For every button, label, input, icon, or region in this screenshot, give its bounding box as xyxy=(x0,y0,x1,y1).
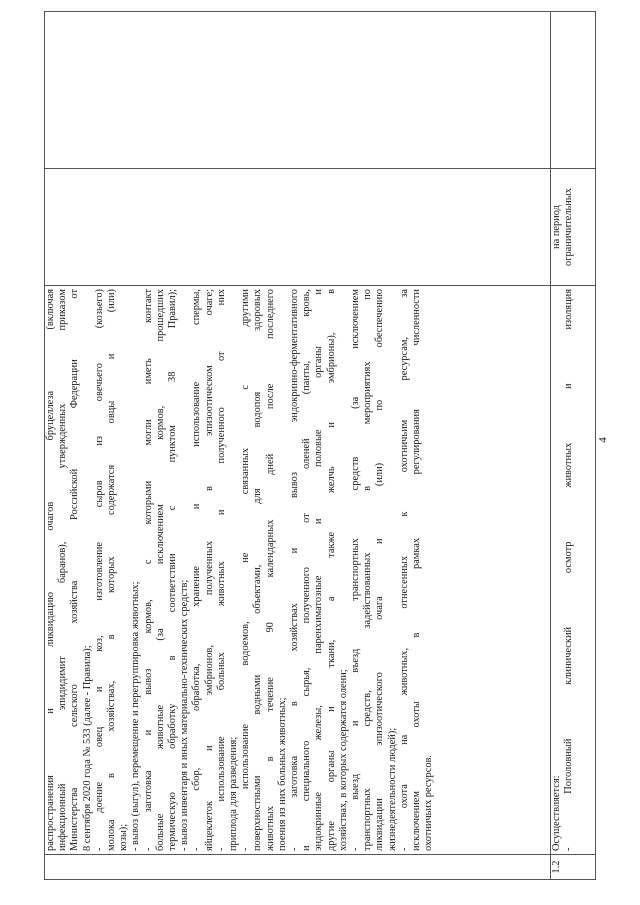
text-line: яйцеклеток и эмбрионов, полученных в эпизоотическом очаге; xyxy=(203,289,215,851)
period-line: ограничительных xyxy=(563,188,575,266)
text-line: приплода для разведения; xyxy=(228,736,240,851)
rotated-sheet xyxy=(44,20,604,880)
text-line: - доение овец и коз, изготовление сыров из овечьего (козьего) xyxy=(93,289,105,851)
empty-cell xyxy=(45,12,551,169)
text-line: жизнедеятельности людей); xyxy=(386,727,398,851)
text-line: 8 сентября 2020 года № 533 (далее - Правила); xyxy=(81,645,93,851)
row-number-cell: 1.2 xyxy=(551,855,596,880)
text-line: - сбор, обработка, хранение и использование спермы, xyxy=(191,289,203,851)
text-line: поения из них больных животных; xyxy=(276,697,288,851)
text-line: ликвидации эпизоотического очага и (или) по обеспечению xyxy=(374,289,386,851)
period-cell xyxy=(551,169,596,286)
text-line: распространения и ликвидацию очагов бруцеллеза (включая xyxy=(45,289,56,851)
page-number: 4 xyxy=(596,437,609,443)
text-line: Осуществляется: xyxy=(551,775,562,851)
empty-cell xyxy=(551,12,596,169)
measures-text-cell xyxy=(551,286,596,855)
text-line: - использование водоемов, не связанных с другими xyxy=(240,289,252,851)
period-cell xyxy=(45,169,551,286)
text-line: - охота на животных, отнесенных к охотничьим ресурсам, за xyxy=(398,289,410,851)
text-line: инфекционный эпидидимит баранов), утвержденных приказом xyxy=(57,289,69,851)
text-line: - вывоз (выгул), перемещение и перегруппировка животных; xyxy=(130,581,142,851)
text-line: другие органы и ткани, а также желчь и эмбрионы), в xyxy=(325,289,337,851)
table-row xyxy=(45,12,551,880)
text-line: - заготовка и вывоз кормов, с которыми могли иметь контакт xyxy=(142,289,154,851)
table-row xyxy=(551,12,596,880)
text-line: поверхностными водными объектами, для водопоя здоровых xyxy=(252,289,264,851)
text-line: - заготовка в хозяйствах и вывоз эндокринно-ферментативного xyxy=(289,289,301,851)
text-line: охотничьих ресурсов. xyxy=(423,754,435,851)
text-line: - Поголовный клинический осмотр животных и изоляция xyxy=(563,289,575,851)
text-line: эндокринные железы, паренхиматозные и половые органы и xyxy=(313,289,325,851)
text-line: козы); xyxy=(118,823,130,851)
text-line: - выезд и въезд транспортных средств (за исключением xyxy=(350,289,362,851)
text-line: исключением охоты в рамках регулирования численности xyxy=(411,289,423,851)
text-line: - использование больных животных и полученного от них xyxy=(215,289,227,851)
text-line: и специального сырья, полученного от оленей (панты, кровь, xyxy=(301,289,313,851)
text-line: животных в течение 90 календарных дней после последнего xyxy=(264,289,276,851)
period-line: на период xyxy=(551,205,562,249)
measures-text-cell xyxy=(45,286,551,855)
text-line: хозяйствах, в которых содержатся олени; xyxy=(337,669,349,851)
measures-table xyxy=(44,11,596,880)
text-line: термическую обработку в соответствии с пунктом 38 Правил); xyxy=(167,289,179,851)
text-line: - вывоз инвентаря и иных материально-технических средств; xyxy=(179,579,191,851)
row-number-cell xyxy=(45,855,551,880)
text-line: Министерства сельского хозяйства Российской Федерации от xyxy=(69,289,81,851)
text-line: транспортных средств, задействованных в мероприятиях по xyxy=(362,289,374,851)
text-line: больные животные (за исключением кормов, прошедших xyxy=(154,289,166,851)
text-line: молока в хозяйствах, в которых содержатся овцы и (или) xyxy=(106,289,118,851)
